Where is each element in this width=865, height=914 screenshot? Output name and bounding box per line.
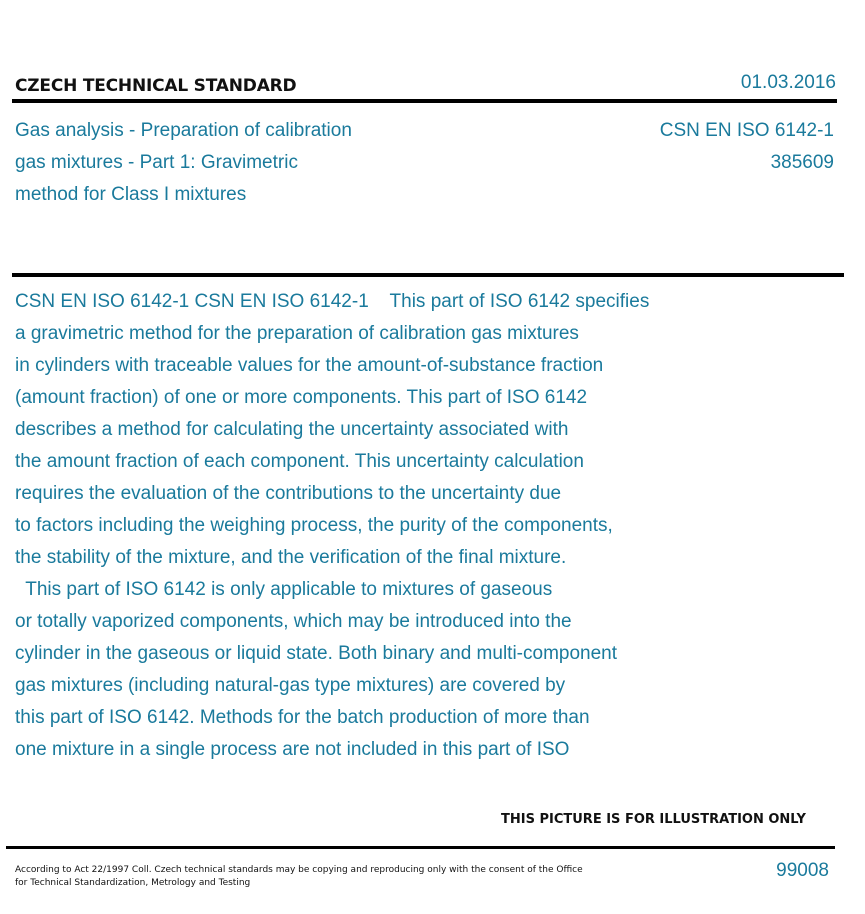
header-divider xyxy=(12,99,837,103)
footer-code: 99008 xyxy=(776,860,829,881)
body-line: or totally vaporized components, which may be introduced into the xyxy=(15,611,572,632)
illustration-disclaimer: THIS PICTURE IS FOR ILLUSTRATION ONLY xyxy=(501,812,806,827)
catalog-number: 385609 xyxy=(770,152,834,173)
abstract-body xyxy=(15,286,815,766)
body-line: in cylinders with traceable values for the amount-of-substance fraction xyxy=(15,355,604,376)
body-line: the amount fraction of each component. This uncertainty calculation xyxy=(15,451,584,472)
document-title xyxy=(15,115,435,211)
title-divider xyxy=(12,273,844,277)
publication-date: 01.03.2016 xyxy=(740,72,836,93)
standard-number: CSN EN ISO 6142-1 xyxy=(659,120,834,141)
body-line: this part of ISO 6142. Methods for the batch production of more than xyxy=(15,707,590,728)
copyright-line: for Technical Standardization, Metrology and Testing xyxy=(15,878,251,888)
title-line: gas mixtures - Part 1: Gravimetric xyxy=(15,152,298,173)
body-line: a gravimetric method for the preparation of calibration gas mixtures xyxy=(15,323,579,344)
footer-divider xyxy=(6,846,835,849)
title-line: Gas analysis - Preparation of calibration xyxy=(15,120,352,141)
copyright-note xyxy=(15,864,615,890)
copyright-line: According to Act 22/1997 Coll. Czech technical standards may be copying and reproducing only with the consent of the Office xyxy=(15,865,583,875)
standard-type-label: CZECH TECHNICAL STANDARD xyxy=(15,76,297,96)
body-line: CSN EN ISO 6142-1 CSN EN ISO 6142-1 This part of ISO 6142 specifies xyxy=(15,291,650,312)
body-line: This part of ISO 6142 is only applicable to mixtures of gaseous xyxy=(15,579,553,600)
body-line: describes a method for calculating the uncertainty associated with xyxy=(15,419,569,440)
body-line: cylinder in the gaseous or liquid state. Both binary and multi-component xyxy=(15,643,618,664)
body-line: requires the evaluation of the contributions to the uncertainty due xyxy=(15,483,562,504)
standard-identifiers xyxy=(660,115,834,179)
body-line: gas mixtures (including natural-gas type mixtures) are covered by xyxy=(15,675,566,696)
body-line: the stability of the mixture, and the verification of the final mixture. xyxy=(15,547,567,568)
body-line: to factors including the weighing process, the purity of the components, xyxy=(15,515,613,536)
body-line: (amount fraction) of one or more components. This part of ISO 6142 xyxy=(15,387,588,408)
title-line: method for Class I mixtures xyxy=(15,184,247,205)
body-line: one mixture in a single process are not included in this part of ISO xyxy=(15,739,570,760)
